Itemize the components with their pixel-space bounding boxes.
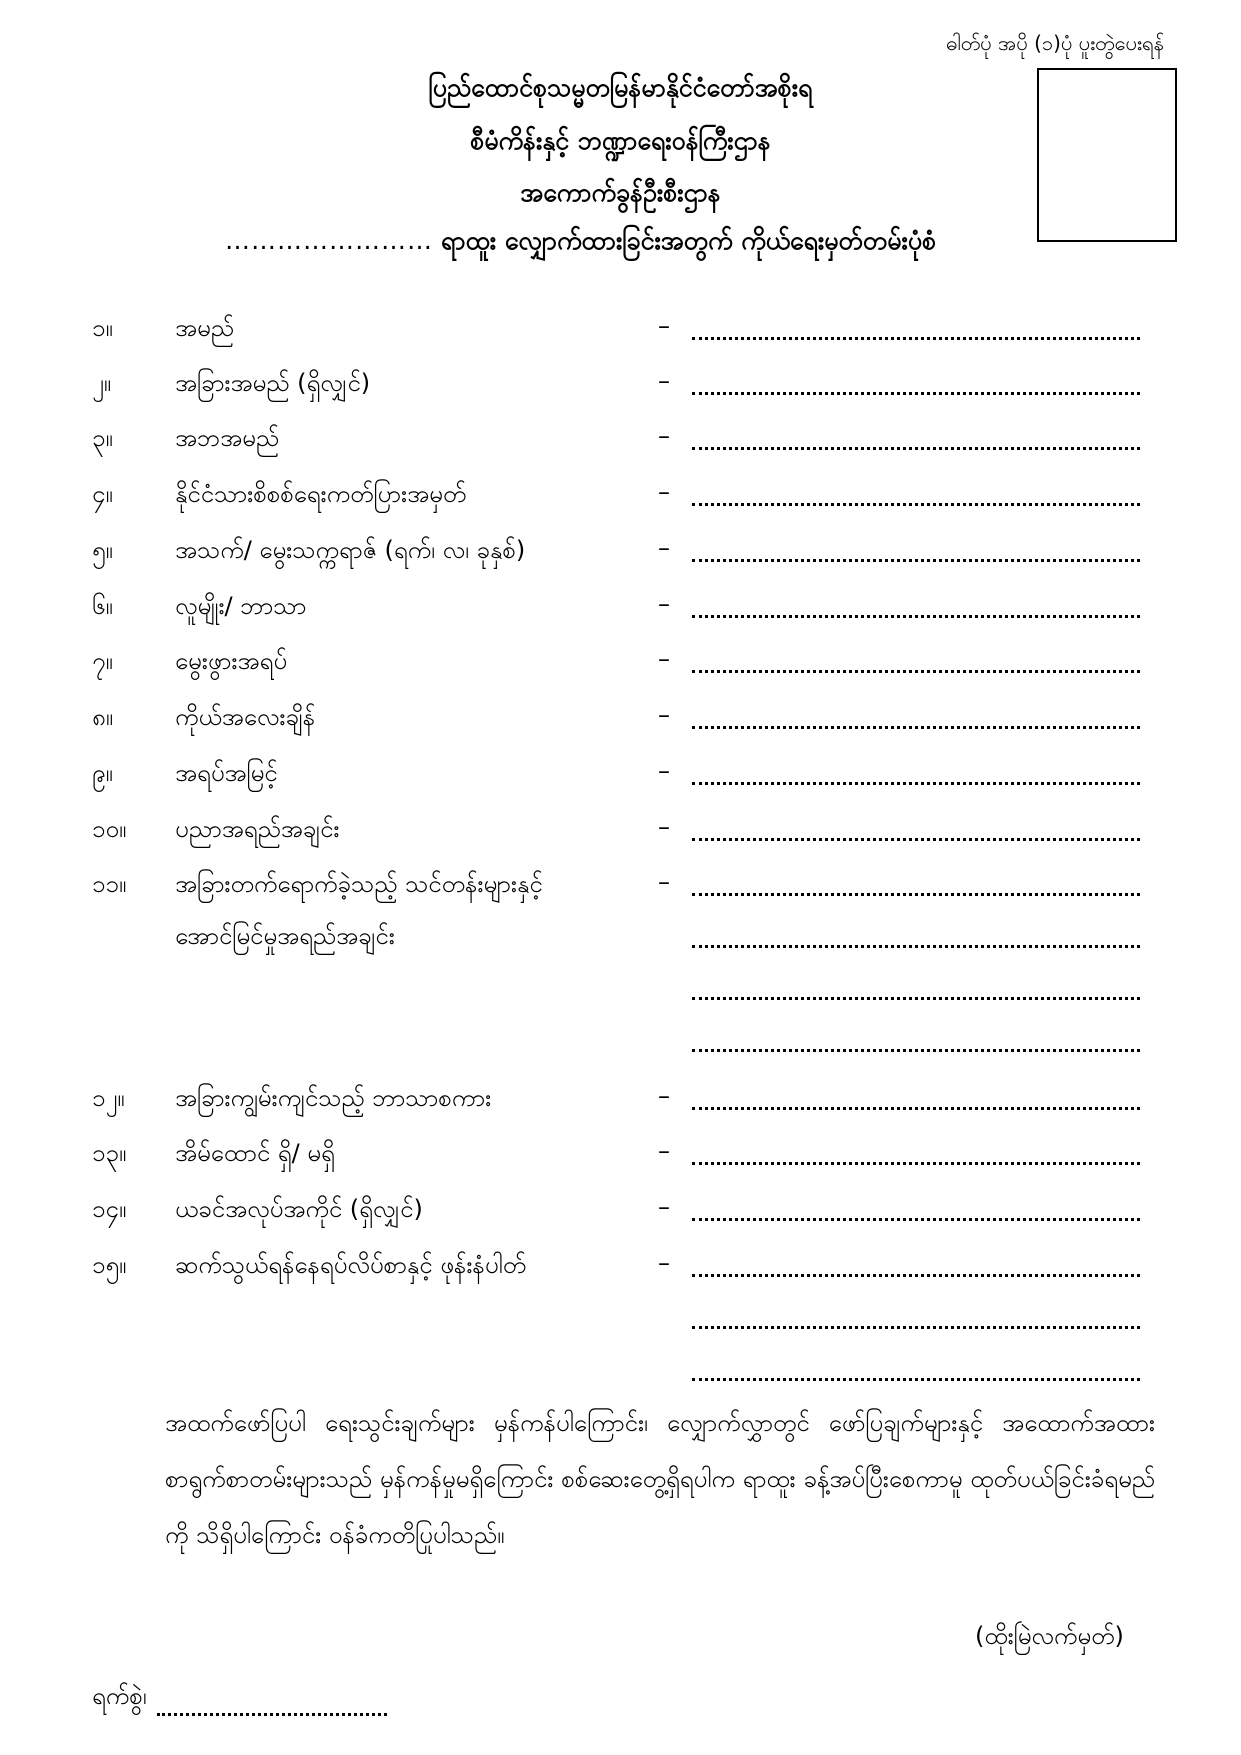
field-label-languages: အခြားကျွမ်းကျင်သည့် ဘာသာစကား — [175, 1084, 492, 1112]
field-number: ၄။ — [92, 480, 113, 508]
field-dash: – — [658, 1193, 670, 1221]
field-number: ၁၄။ — [92, 1195, 127, 1223]
field-input-name[interactable] — [692, 318, 1140, 340]
field-label-name: အမည် — [175, 314, 234, 342]
field-dash: – — [658, 312, 670, 340]
field-input-education[interactable] — [692, 819, 1140, 841]
field-input-previous-job[interactable] — [692, 1199, 1140, 1221]
department-heading: အကောက်ခွန်ဦးစီးဌာန — [520, 178, 721, 207]
field-label-previous-job: ယခင်အလုပ်အကိုင် (ရှိလျှင်) — [175, 1195, 423, 1223]
field-input-address-phone[interactable] — [692, 1255, 1140, 1277]
date-row — [92, 1680, 387, 1716]
signature-label: (ထိုးမြဲလက်မှတ်) — [975, 1622, 1124, 1650]
field-input-training[interactable] — [692, 874, 1140, 896]
field-dash: – — [658, 757, 670, 785]
field-input-height[interactable] — [692, 763, 1140, 785]
field-dash: – — [658, 645, 670, 673]
field-number: ၂။ — [92, 369, 112, 397]
field-input-languages[interactable] — [692, 1088, 1140, 1110]
field-label-training-line2: အောင်မြင်မှုအရည်အချင်း — [175, 922, 395, 950]
field-dash: – — [658, 701, 670, 729]
field-number: ၇။ — [92, 647, 113, 675]
field-input-birthplace[interactable] — [692, 651, 1140, 673]
field-input-address-phone-line3[interactable] — [692, 1359, 1140, 1381]
position-blank[interactable]: …………………… — [225, 226, 433, 255]
field-input-nrc[interactable] — [692, 484, 1140, 506]
field-label-height: အရပ်အမြင့် — [175, 759, 278, 787]
field-number: ၁၀။ — [92, 815, 127, 843]
field-dash: – — [658, 422, 670, 450]
date-input[interactable] — [157, 1693, 387, 1716]
field-dash: – — [658, 1137, 670, 1165]
field-label-address-phone: ဆက်သွယ်ရန်နေရပ်လိပ်စာနှင့် ဖုန်းနံပါတ် — [175, 1251, 527, 1279]
field-dash: – — [658, 590, 670, 618]
field-dash: – — [658, 367, 670, 395]
field-number: ၅။ — [92, 536, 113, 564]
field-label-nrc: နိုင်ငံသားစိစစ်ရေးကတ်ပြားအမှတ် — [175, 480, 467, 508]
field-number: ၆။ — [92, 592, 113, 620]
field-input-training-line2[interactable] — [692, 926, 1140, 948]
field-label-education: ပညာအရည်အချင်း — [175, 815, 340, 843]
field-label-training: အခြားတက်ရောက်ခဲ့သည့် သင်တန်းများနှင့် — [175, 870, 543, 898]
field-input-training-line4[interactable] — [692, 1030, 1140, 1052]
field-label-marital-status: အိမ်ထောင် ရှိ/ မရှိ — [175, 1139, 335, 1167]
field-number: ၈။ — [92, 703, 113, 731]
field-number: ၉။ — [92, 759, 113, 787]
field-label-other-name: အခြားအမည် (ရှိလျှင်) — [175, 369, 371, 397]
field-number: ၁၂။ — [92, 1084, 125, 1112]
date-label: ရက်စွဲ၊ — [92, 1682, 147, 1710]
field-label-father-name: အဘအမည် — [175, 424, 280, 452]
field-input-father-name[interactable] — [692, 428, 1140, 450]
field-label-birthplace: မွေးဖွားအရပ် — [175, 647, 288, 675]
field-number: ၁၁။ — [92, 870, 127, 898]
field-dash: – — [658, 1249, 670, 1277]
field-label-race-religion: လူမျိုး/ ဘာသာ — [175, 592, 307, 620]
field-dash: – — [658, 868, 670, 896]
field-label-age-dob: အသက်/ မွေးသက္ကရာဇ် (ရက်၊ လ၊ ခုနှစ်) — [175, 536, 526, 564]
ministry-heading: စီမံကိန်းနှင့် ဘဏ္ဍာရေးဝန်ကြီးဌာန — [470, 126, 771, 155]
form-title-text: ရာထူး လျှောက်ထားခြင်းအတွက် ကိုယ်ရေးမှတ်တမ်းပုံစံ — [441, 226, 937, 255]
field-number: ၁၃။ — [92, 1139, 127, 1167]
photo-note: ဓါတ်ပုံ အပို (၁)ပုံ ပူးတွဲပေးရန် — [946, 31, 1164, 55]
field-input-address-phone-line2[interactable] — [692, 1307, 1140, 1329]
field-input-age-dob[interactable] — [692, 540, 1140, 562]
field-input-other-name[interactable] — [692, 373, 1140, 395]
field-input-marital-status[interactable] — [692, 1143, 1140, 1165]
field-input-race-religion[interactable] — [692, 596, 1140, 618]
field-dash: – — [658, 1082, 670, 1110]
field-dash: – — [658, 534, 670, 562]
field-input-weight[interactable] — [692, 707, 1140, 729]
field-dash: – — [658, 813, 670, 841]
government-heading: ပြည်ထောင်စုသမ္မတမြန်မာနိုင်ငံတော်အစိုးရ — [428, 73, 813, 102]
field-dash: – — [658, 478, 670, 506]
form-title — [225, 225, 936, 262]
field-number: ၃။ — [92, 424, 113, 452]
declaration-paragraph: အထက်ဖော်ပြပါ ရေးသွင်းချက်များ မှန်ကန်ပါကြောင်း၊ လျှောက်လွှာတွင် ဖော်ပြချက်များနှင့် အထောက်အထားစာရွက်စာတမ်းများသည် မှန်ကန်မှုမရှိကြောင်း စစ်ဆေးတွေ့ရှိရပါက ရာထူး ခန့်အပ်ပြီးစေကာမူ ထုတ်ပယ်ခြင်းခံရမည်ကို သိရှိပါကြောင်း ဝန်ခံကတိပြုပါသည်။ — [165, 1409, 1155, 1549]
field-number: ၁၅။ — [92, 1251, 127, 1279]
field-input-training-line3[interactable] — [692, 978, 1140, 1000]
field-label-weight: ကိုယ်အလေးချိန် — [175, 703, 316, 731]
field-number: ၁။ — [92, 314, 113, 342]
